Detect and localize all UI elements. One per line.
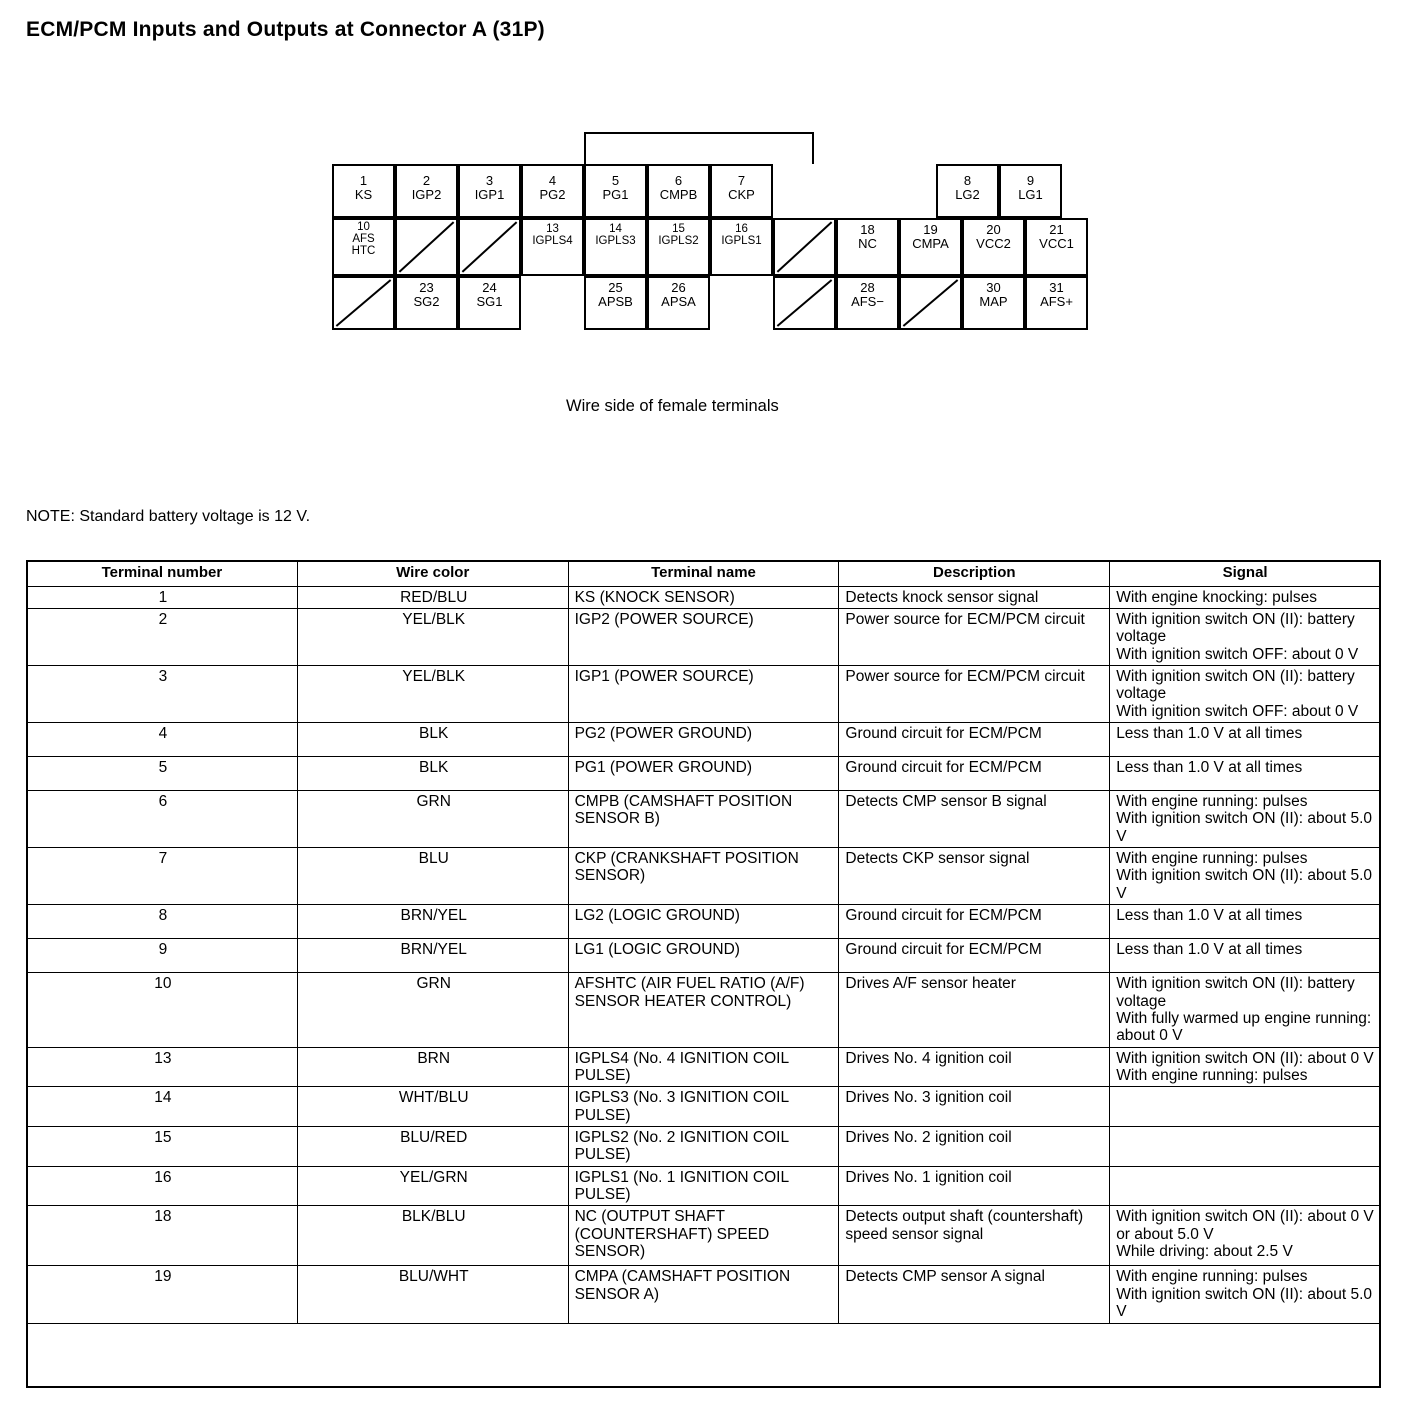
cell-terminal-number: 8: [27, 905, 298, 939]
connector-cell-blank: [332, 276, 395, 330]
connector-cell-8: 8 LG2: [936, 164, 999, 218]
cell-description: Detects CMP sensor A signal: [839, 1266, 1110, 1323]
connector-cell-28: 28 AFS−: [836, 276, 899, 330]
table-row: [27, 973, 1381, 1047]
cell-description: Drives No. 1 ignition coil: [839, 1166, 1110, 1206]
connector-cell-25: 25 APSB: [584, 276, 647, 330]
table-row: [27, 1206, 1381, 1266]
cell-description: Ground circuit for ECM/PCM: [839, 723, 1110, 757]
cell-signal: [1110, 1087, 1381, 1127]
cell-wire-color: GRN: [297, 791, 568, 848]
table-row: [27, 586, 1381, 608]
cell-terminal-number: 13: [27, 1047, 298, 1087]
cell-signal: Less than 1.0 V at all times: [1110, 905, 1381, 939]
cell-terminal-name: KS (KNOCK SENSOR): [568, 586, 839, 608]
cell-terminal-name: LG2 (LOGIC GROUND): [568, 905, 839, 939]
cell-signal: With engine knocking: pulses: [1110, 586, 1381, 608]
cell-wire-color: BLK: [297, 723, 568, 757]
table-row: [27, 1087, 1381, 1127]
table-row: [27, 939, 1381, 973]
cell-terminal-name: IGPLS3 (No. 3 IGNITION COIL PULSE): [568, 1087, 839, 1127]
header-signal: Signal: [1110, 561, 1381, 587]
cell-signal: With ignition switch ON (II): about 0 V With engine running: pulses: [1110, 1047, 1381, 1087]
cell-wire-color: GRN: [297, 973, 568, 1047]
cell-terminal-name: PG1 (POWER GROUND): [568, 757, 839, 791]
connector-cell-blank: [458, 218, 521, 276]
cell-terminal-number: 16: [27, 1166, 298, 1206]
header-wire-color: Wire color: [297, 561, 568, 587]
table-row: [27, 1166, 1381, 1206]
cell-description: Ground circuit for ECM/PCM: [839, 757, 1110, 791]
connector-cell-20: 20 VCC2: [962, 218, 1025, 276]
cell-signal: With ignition switch ON (II): battery voltage With ignition switch OFF: about 0 V: [1110, 665, 1381, 722]
cell-terminal-name: IGPLS1 (No. 1 IGNITION COIL PULSE): [568, 1166, 839, 1206]
connector-cell-7: 7 CKP: [710, 164, 773, 218]
table-row: [27, 1266, 1381, 1323]
connector-cell-14: 14 IGPLS3: [584, 218, 647, 276]
connector-cell-10: 10 AFS HTC: [332, 218, 395, 276]
terminal-spec-table: [26, 560, 1381, 1324]
connector-cell-16: 16 IGPLS1: [710, 218, 773, 276]
cell-description: Drives No. 3 ignition coil: [839, 1087, 1110, 1127]
connector-cell-15: 15 IGPLS2: [647, 218, 710, 276]
cell-terminal-number: 1: [27, 586, 298, 608]
cell-signal: With ignition switch ON (II): about 0 V or about 5.0 V While driving: about 2.5 V: [1110, 1206, 1381, 1266]
cell-description: Detects output shaft (countershaft) speed sensor signal: [839, 1206, 1110, 1266]
cell-terminal-name: IGPLS2 (No. 2 IGNITION COIL PULSE): [568, 1127, 839, 1167]
cell-terminal-number: 2: [27, 608, 298, 665]
cell-terminal-number: 9: [27, 939, 298, 973]
table-row: [27, 848, 1381, 905]
cell-description: Detects CKP sensor signal: [839, 848, 1110, 905]
cell-wire-color: BLK/BLU: [297, 1206, 568, 1266]
cell-description: Detects knock sensor signal: [839, 586, 1110, 608]
cell-signal: Less than 1.0 V at all times: [1110, 723, 1381, 757]
connector-cell-13: 13 IGPLS4: [521, 218, 584, 276]
connector-cell-blank: [899, 276, 962, 330]
diagram-caption: Wire side of female terminals: [566, 397, 779, 415]
connector-cell-21: 21 VCC1: [1025, 218, 1088, 276]
cell-wire-color: YEL/BLK: [297, 608, 568, 665]
cell-terminal-name: AFSHTC (AIR FUEL RATIO (A/F) SENSOR HEATER CONTROL): [568, 973, 839, 1047]
cell-terminal-number: 3: [27, 665, 298, 722]
connector-cell-31: 31 AFS+: [1025, 276, 1088, 330]
cell-wire-color: BRN/YEL: [297, 905, 568, 939]
connector-cell-2: 2 IGP2: [395, 164, 458, 218]
cell-terminal-name: IGPLS4 (No. 4 IGNITION COIL PULSE): [568, 1047, 839, 1087]
connector-cell-blank: [773, 276, 836, 330]
connector-cell-1: 1 KS: [332, 164, 395, 218]
cell-terminal-number: 14: [27, 1087, 298, 1127]
cell-description: Ground circuit for ECM/PCM: [839, 905, 1110, 939]
cell-terminal-number: 15: [27, 1127, 298, 1167]
cell-wire-color: BRN: [297, 1047, 568, 1087]
cell-wire-color: YEL/GRN: [297, 1166, 568, 1206]
cell-terminal-number: 4: [27, 723, 298, 757]
cell-terminal-number: 5: [27, 757, 298, 791]
cell-terminal-name: CMPB (CAMSHAFT POSITION SENSOR B): [568, 791, 839, 848]
connector-cell-19: 19 CMPA: [899, 218, 962, 276]
cell-description: Power source for ECM/PCM circuit: [839, 665, 1110, 722]
cell-terminal-number: 19: [27, 1266, 298, 1323]
header-terminal-name: Terminal name: [568, 561, 839, 587]
cell-terminal-name: CMPA (CAMSHAFT POSITION SENSOR A): [568, 1266, 839, 1323]
connector-cell-18: 18 NC: [836, 218, 899, 276]
cell-terminal-name: NC (OUTPUT SHAFT (COUNTERSHAFT) SPEED SENSOR): [568, 1206, 839, 1266]
cell-wire-color: BLU: [297, 848, 568, 905]
cell-wire-color: YEL/BLK: [297, 665, 568, 722]
table-row: [27, 665, 1381, 722]
cell-signal: Less than 1.0 V at all times: [1110, 939, 1381, 973]
connector-cell-30: 30 MAP: [962, 276, 1025, 330]
cell-wire-color: WHT/BLU: [297, 1087, 568, 1127]
table-row: [27, 723, 1381, 757]
cell-signal: With engine running: pulses With ignition switch ON (II): about 5.0 V: [1110, 791, 1381, 848]
connector-cell-9: 9 LG1: [999, 164, 1062, 218]
cell-terminal-name: CKP (CRANKSHAFT POSITION SENSOR): [568, 848, 839, 905]
table-row: [27, 791, 1381, 848]
cell-terminal-number: 18: [27, 1206, 298, 1266]
connector-cell-26: 26 APSA: [647, 276, 710, 330]
cell-signal: With engine running: pulses With ignition switch ON (II): about 5.0 V: [1110, 848, 1381, 905]
connector-tab: [584, 132, 814, 164]
cell-terminal-name: IGP2 (POWER SOURCE): [568, 608, 839, 665]
cell-signal: With ignition switch ON (II): battery voltage With ignition switch OFF: about 0 V: [1110, 608, 1381, 665]
table-row: [27, 1127, 1381, 1167]
cell-signal: With engine running: pulses With ignition switch ON (II): about 5.0 V: [1110, 1266, 1381, 1323]
cell-terminal-number: 7: [27, 848, 298, 905]
connector-cell-23: 23 SG2: [395, 276, 458, 330]
connector-cell-5: 5 PG1: [584, 164, 647, 218]
cell-signal: With ignition switch ON (II): battery voltage With fully warmed up engine running: about 0 V: [1110, 973, 1381, 1047]
cell-description: Ground circuit for ECM/PCM: [839, 939, 1110, 973]
table-row: [27, 905, 1381, 939]
connector-cell-4: 4 PG2: [521, 164, 584, 218]
cell-description: Detects CMP sensor B signal: [839, 791, 1110, 848]
cell-terminal-name: IGP1 (POWER SOURCE): [568, 665, 839, 722]
page-title: ECM/PCM Inputs and Outputs at Connector A (31P): [26, 18, 545, 41]
cell-wire-color: BRN/YEL: [297, 939, 568, 973]
connector-cell-blank: [773, 218, 836, 276]
cell-wire-color: RED/BLU: [297, 586, 568, 608]
cell-wire-color: BLK: [297, 757, 568, 791]
cell-signal: [1110, 1127, 1381, 1167]
connector-cell-blank: [395, 218, 458, 276]
cell-description: Drives No. 2 ignition coil: [839, 1127, 1110, 1167]
connector-cell-3: 3 IGP1: [458, 164, 521, 218]
cell-description: Drives A/F sensor heater: [839, 973, 1110, 1047]
header-description: Description: [839, 561, 1110, 587]
battery-voltage-note: NOTE: Standard battery voltage is 12 V.: [26, 508, 311, 525]
cell-terminal-name: PG2 (POWER GROUND): [568, 723, 839, 757]
table-row: [27, 608, 1381, 665]
cell-signal: [1110, 1166, 1381, 1206]
cell-wire-color: BLU/WHT: [297, 1266, 568, 1323]
cell-description: Drives No. 4 ignition coil: [839, 1047, 1110, 1087]
table-row: [27, 757, 1381, 791]
connector-cell-6: 6 CMPB: [647, 164, 710, 218]
cell-terminal-number: 6: [27, 791, 298, 848]
header-terminal-number: Terminal number: [27, 561, 298, 587]
table-row: [27, 1047, 1381, 1087]
cell-description: Power source for ECM/PCM circuit: [839, 608, 1110, 665]
cell-signal: Less than 1.0 V at all times: [1110, 757, 1381, 791]
table-header-row: [27, 561, 1381, 587]
cell-terminal-name: LG1 (LOGIC GROUND): [568, 939, 839, 973]
cell-wire-color: BLU/RED: [297, 1127, 568, 1167]
cell-terminal-number: 10: [27, 973, 298, 1047]
connector-cell-24: 24 SG1: [458, 276, 521, 330]
